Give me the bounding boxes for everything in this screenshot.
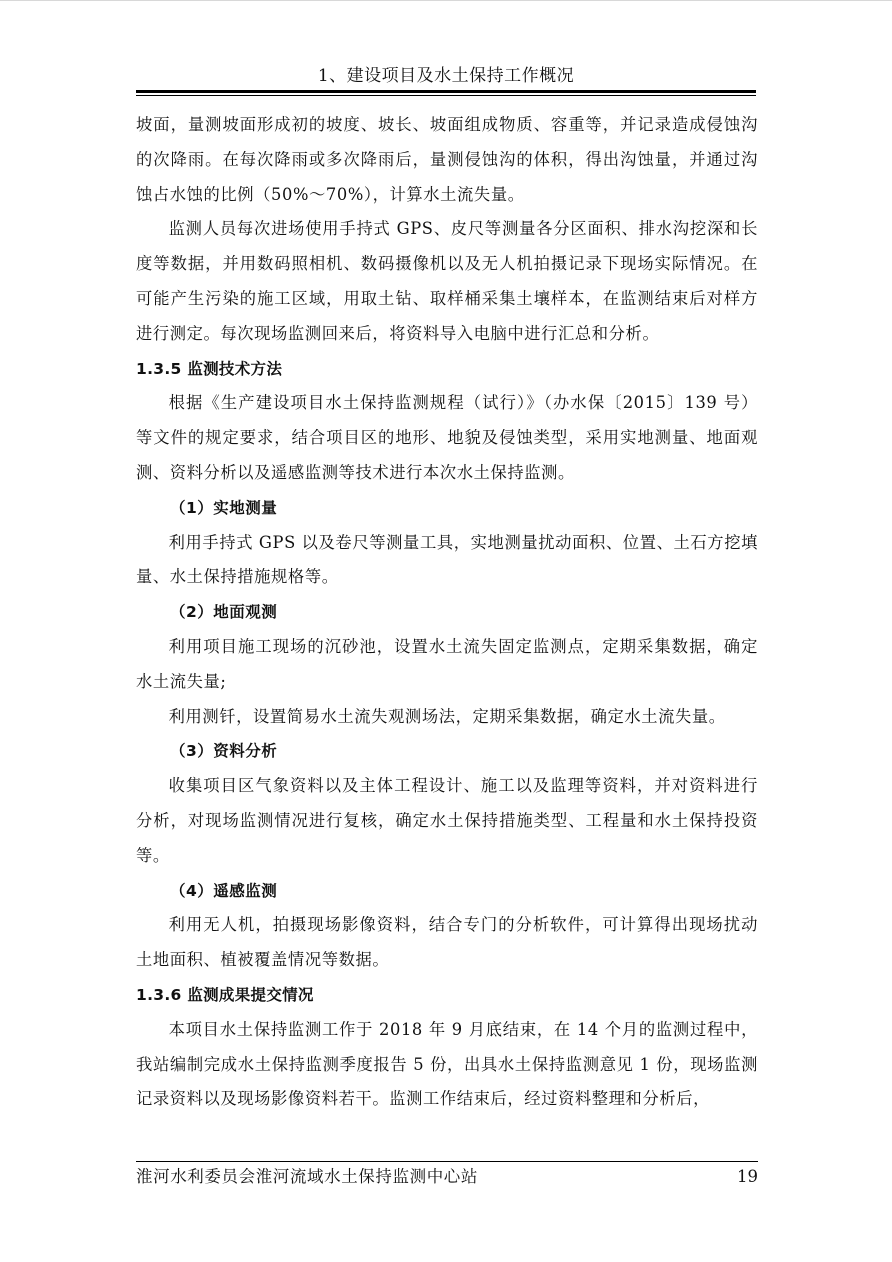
section-heading-1-3-5: 1.3.5 监测技术方法	[136, 359, 283, 378]
subheading-data-analysis: （3）资料分析	[170, 742, 278, 761]
footer-rule	[136, 1161, 758, 1162]
paragraph-ground-observation-1: 利用项目施工现场的沉砂池，设置水土流失固定监测点，定期采集数据，确定水土流失量;	[136, 636, 758, 691]
paragraph-methods-basis: 根据《生产建设项目水土保持监测规程（试行）》（办水保〔2015〕139 号）等文件的规定要求，结合项目区的地形、地貌及侵蚀类型，采用实地测量、地面观测、资料分析以及遥感监测等技术进行本次水土保持监测。	[136, 393, 758, 482]
paragraph-gully-survey: 坡面，量测坡面形成初的坡度、坡长、坡面组成物质、容重等，并记录造成侵蚀沟的次降雨。在每次降雨或多次降雨后，量测侵蚀沟的体积，得出沟蚀量，并通过沟蚀占水蚀的比例（50%～70%），计算水土流失量。	[136, 115, 758, 204]
section-heading-1-3-6: 1.3.6 监测成果提交情况	[136, 985, 314, 1004]
page-number: 19	[737, 1167, 758, 1186]
page-body	[136, 108, 758, 1117]
paragraph-results-submission: 本项目水土保持监测工作于 2018 年 9 月底结束，在 14 个月的监测过程中，我站编制完成水土保持监测季度报告 5 份，出具水土保持监测意见 1 份，现场监测记录资料以及现场影像资料若干。监测工作结束后，经过资料整理和分析后，	[136, 1019, 758, 1109]
running-header-title: 1、建设项目及水土保持工作概况	[317, 66, 575, 86]
footer-organization: 淮河水利委员会淮河流域水土保持监测中心站	[136, 1167, 478, 1186]
subheading-ground-observation: （2）地面观测	[170, 603, 278, 622]
paragraph-remote-sensing: 利用无人机，拍摄现场影像资料，结合专门的分析软件，可计算得出现场扰动土地面积、植被覆盖情况等数据。	[136, 915, 758, 970]
paragraph-ground-observation-2: 利用测钎，设置简易水土流失观测场法，定期采集数据，确定水土流失量。	[168, 706, 726, 726]
paragraph-field-measurement: 监测人员每次进场使用手持式 GPS、皮尺等测量各分区面积、排水沟挖深和长度等数据，并用数码照相机、数码摄像机以及无人机拍摄记录下现场实际情况。在可能产生污染的施工区域，用取土钻、取样桶采集土壤样本，在监测结束后对样方进行测定。每次现场监测回来后，将资料导入电脑中进行汇总和分析。	[136, 219, 758, 343]
paragraph-field-survey: 利用手持式 GPS 以及卷尺等测量工具，实地测量扰动面积、位置、土石方挖填量、水土保持措施规格等。	[136, 532, 758, 587]
subheading-remote-sensing: （4）遥感监测	[170, 881, 278, 900]
paragraph-data-analysis: 收集项目区气象资料以及主体工程设计、施工以及监理等资料，并对资料进行分析，对现场监测情况进行复核，确定水土保持措施类型、工程量和水土保持投资等。	[136, 776, 758, 865]
header-rule-thin	[136, 95, 756, 96]
page-top-border	[0, 0, 892, 1]
subheading-field-survey: （1）实地测量	[170, 498, 278, 517]
header-rule-thick	[136, 90, 756, 93]
